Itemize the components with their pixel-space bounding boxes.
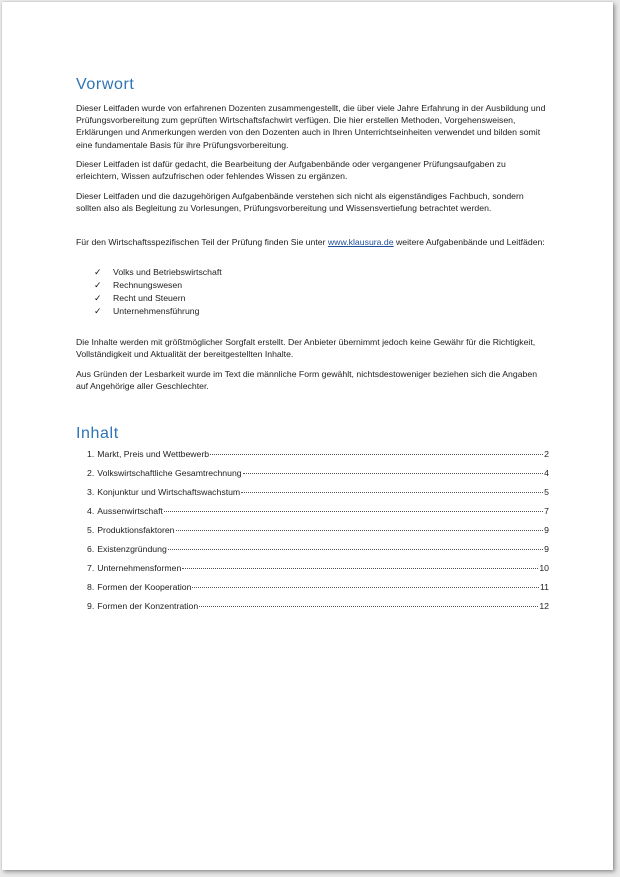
toc-entry[interactable] <box>87 468 549 487</box>
checklist-item-label: Unternehmensführung <box>113 306 200 316</box>
toc-entry-label: Formen der Konzentration <box>97 601 199 611</box>
toc-entry-number: 1. <box>87 449 95 459</box>
paragraph-4-text-before: Für den Wirtschaftsspezifischen Teil der Prüfung finden Sie unter <box>76 237 328 247</box>
toc-dot-leader <box>182 568 538 569</box>
toc-entry-page: 5 <box>544 487 549 497</box>
toc-entry-label: Formen der Kooperation <box>97 582 192 592</box>
klausura-link[interactable]: www.klausura.de <box>327 237 394 247</box>
checklist-item-label: Recht und Steuern <box>113 293 186 303</box>
checklist-item-label: Rechnungswesen <box>113 280 183 290</box>
inhalt-heading: Inhalt <box>76 425 119 442</box>
toc-entry[interactable] <box>87 563 549 582</box>
toc-entry-page: 2 <box>544 449 549 459</box>
toc-entry-label: Existenzgründung <box>97 544 167 554</box>
checkmark-icon: ✓ <box>94 293 102 303</box>
toc-dot-leader <box>164 511 543 512</box>
vorwort-paragraph-2: Dieser Leitfaden ist dafür gedacht, die Bearbeitung der Aufgabenbände oder vergangener Prüfungsaufgaben zu erleichtern, Wissen aufzufrischen oder fehlendes Wissen zu ergänzen. <box>76 159 506 182</box>
toc-dot-leader <box>199 606 538 607</box>
checklist-item-label: Volks und Betriebswirtschaft <box>113 267 222 277</box>
toc-entry-number: 9. <box>87 601 95 611</box>
toc-entry-label: Unternehmensformen <box>97 563 182 573</box>
publication-checklist <box>94 266 222 318</box>
toc-entry-page: 9 <box>544 525 549 535</box>
checkmark-icon: ✓ <box>94 267 102 277</box>
vorwort-paragraph-6: Aus Gründen der Lesbarkeit wurde im Text die männliche Form gewählt, nichtsdestoweniger beziehen sich die Angaben auf Angehörige aller Geschlechter. <box>76 369 538 392</box>
toc-entry-label: Produktionsfaktoren <box>97 525 175 535</box>
vorwort-paragraph-4 <box>76 236 548 248</box>
toc-entry[interactable] <box>87 449 549 468</box>
checkmark-icon: ✓ <box>94 280 102 290</box>
toc-entry-number: 2. <box>87 468 95 478</box>
toc-entry-number: 8. <box>87 582 95 592</box>
toc-entry[interactable] <box>87 487 549 506</box>
checklist-item <box>94 279 222 292</box>
checklist-item <box>94 292 222 305</box>
toc-entry-number: 5. <box>87 525 95 535</box>
toc-entry[interactable] <box>87 506 549 525</box>
toc-entry-page: 7 <box>544 506 549 516</box>
toc-entry[interactable] <box>87 525 549 544</box>
toc-dot-leader <box>168 549 543 550</box>
toc-entry-page: 4 <box>544 468 549 478</box>
table-of-contents <box>87 449 549 620</box>
vorwort-paragraph-3: Dieser Leitfaden und die dazugehörigen Aufgabenbände verstehen sich nicht als eigenständiges Fachbuch, sondern sollten also als Begleitung zu Vorlesungen, Prüfungsvorbereitung und Wissensvertiefung betrachtet werden. <box>76 191 524 214</box>
toc-dot-leader <box>210 454 543 455</box>
document-page <box>2 2 613 870</box>
vorwort-paragraph-5: Die Inhalte werden mit größtmöglicher Sorgfalt erstellt. Der Anbieter übernimmt jedoch keine Gewähr für die Richtigkeit, Vollständigkeit und Aktualität der bereitgestellten Inhalte. <box>76 337 536 360</box>
toc-entry-label: Konjunktur und Wirtschaftswachstum <box>97 487 241 497</box>
toc-entry-number: 3. <box>87 487 95 497</box>
toc-dot-leader <box>192 587 539 588</box>
checklist-item <box>94 266 222 279</box>
toc-entry-number: 7. <box>87 563 95 573</box>
toc-entry-label: Volkswirtschaftliche Gesamtrechnung <box>97 468 242 478</box>
toc-dot-leader <box>241 492 543 493</box>
toc-entry[interactable] <box>87 601 549 620</box>
vorwort-paragraph-1: Dieser Leitfaden wurde von erfahrenen Dozenten zusammengestellt, die über viele Jahre Erfahrung in der Ausbildung und Prüfungsvorbereitung zum geprüften Wirtschaftsfachwirt verfügen. Die hier erstellen Methoden, Vorgehensweisen, Erklärungen und Anmerkungen werden von den Dozenten auch in Ihren Unterrichtseinheiten verwendet und bilden somit eine fundamentale Basis für ihre Prüfungsvorbereitung. <box>76 103 546 150</box>
toc-entry-page: 10 <box>539 563 549 573</box>
toc-entry-label: Markt, Preis und Wettbewerb <box>97 449 210 459</box>
toc-entry-number: 6. <box>87 544 95 554</box>
toc-entry-page: 9 <box>544 544 549 554</box>
checklist-item <box>94 305 222 318</box>
checkmark-icon: ✓ <box>94 306 102 316</box>
toc-entry-page: 11 <box>539 582 549 592</box>
paragraph-4-text-after: weitere Aufgabenbände und Leitfäden: <box>393 237 545 247</box>
toc-entry[interactable] <box>87 544 549 563</box>
toc-entry[interactable] <box>87 582 549 601</box>
toc-entry-label: Aussenwirtschaft <box>97 506 163 516</box>
toc-entry-page: 12 <box>539 601 549 611</box>
toc-entry-number: 4. <box>87 506 95 516</box>
toc-dot-leader <box>243 473 544 474</box>
vorwort-heading: Vorwort <box>76 76 135 93</box>
toc-dot-leader <box>176 530 544 531</box>
